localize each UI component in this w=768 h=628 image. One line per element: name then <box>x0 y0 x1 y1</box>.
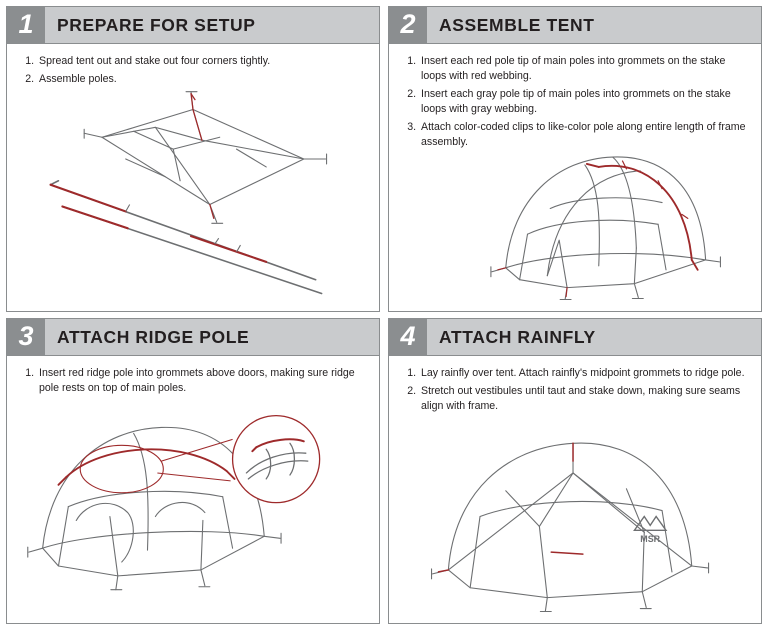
step-number-badge: 3 <box>7 319 45 355</box>
list-item: 2. Assemble poles. <box>37 72 365 87</box>
svg-text:MSR: MSR <box>640 534 661 545</box>
step-number-badge: 2 <box>389 7 427 43</box>
panel-title: ASSEMBLE TENT <box>439 14 595 35</box>
panel-header <box>389 7 761 44</box>
step-number-badge: 1 <box>7 7 45 43</box>
panel-header <box>7 319 379 356</box>
list-item: 1. Insert each red pole tip of main poles into grommets on the stake loops with red webbing. <box>419 54 747 84</box>
list-item: 3. Attach color-coded clips to like-color pole along entire length of frame assembly. <box>419 120 747 150</box>
list-item: 1. Lay rainfly over tent. Attach rainfly's midpoint grommets to ridge pole. <box>419 366 747 381</box>
list-item: 2. Stretch out vestibules until taut and stake down, making sure seams align with frame. <box>419 384 747 414</box>
panel-step-3 <box>6 318 380 624</box>
step-list <box>7 44 379 87</box>
panel-header <box>7 7 379 44</box>
panel-title: ATTACH RIDGE POLE <box>57 326 250 347</box>
panel-title: ATTACH RAINFLY <box>439 326 596 347</box>
panel-title: PREPARE FOR SETUP <box>57 14 256 35</box>
step-list <box>389 356 761 414</box>
step-list <box>7 356 379 396</box>
list-item: 1. Spread tent out and stake out four corners tightly. <box>37 54 365 69</box>
list-item: 2. Insert each gray pole tip of main poles into grommets on the stake loops with gray webbing. <box>419 87 747 117</box>
panel-header <box>389 319 761 356</box>
panel-step-1 <box>6 6 380 312</box>
msr-logo <box>634 517 666 545</box>
step-number-badge: 4 <box>389 319 427 355</box>
panel-step-4 <box>388 318 762 624</box>
list-item: 1. Insert red ridge pole into grommets above doors, making sure ridge pole rests on top of main poles. <box>37 366 365 396</box>
panel-step-2 <box>388 6 762 312</box>
step-list <box>389 44 761 150</box>
